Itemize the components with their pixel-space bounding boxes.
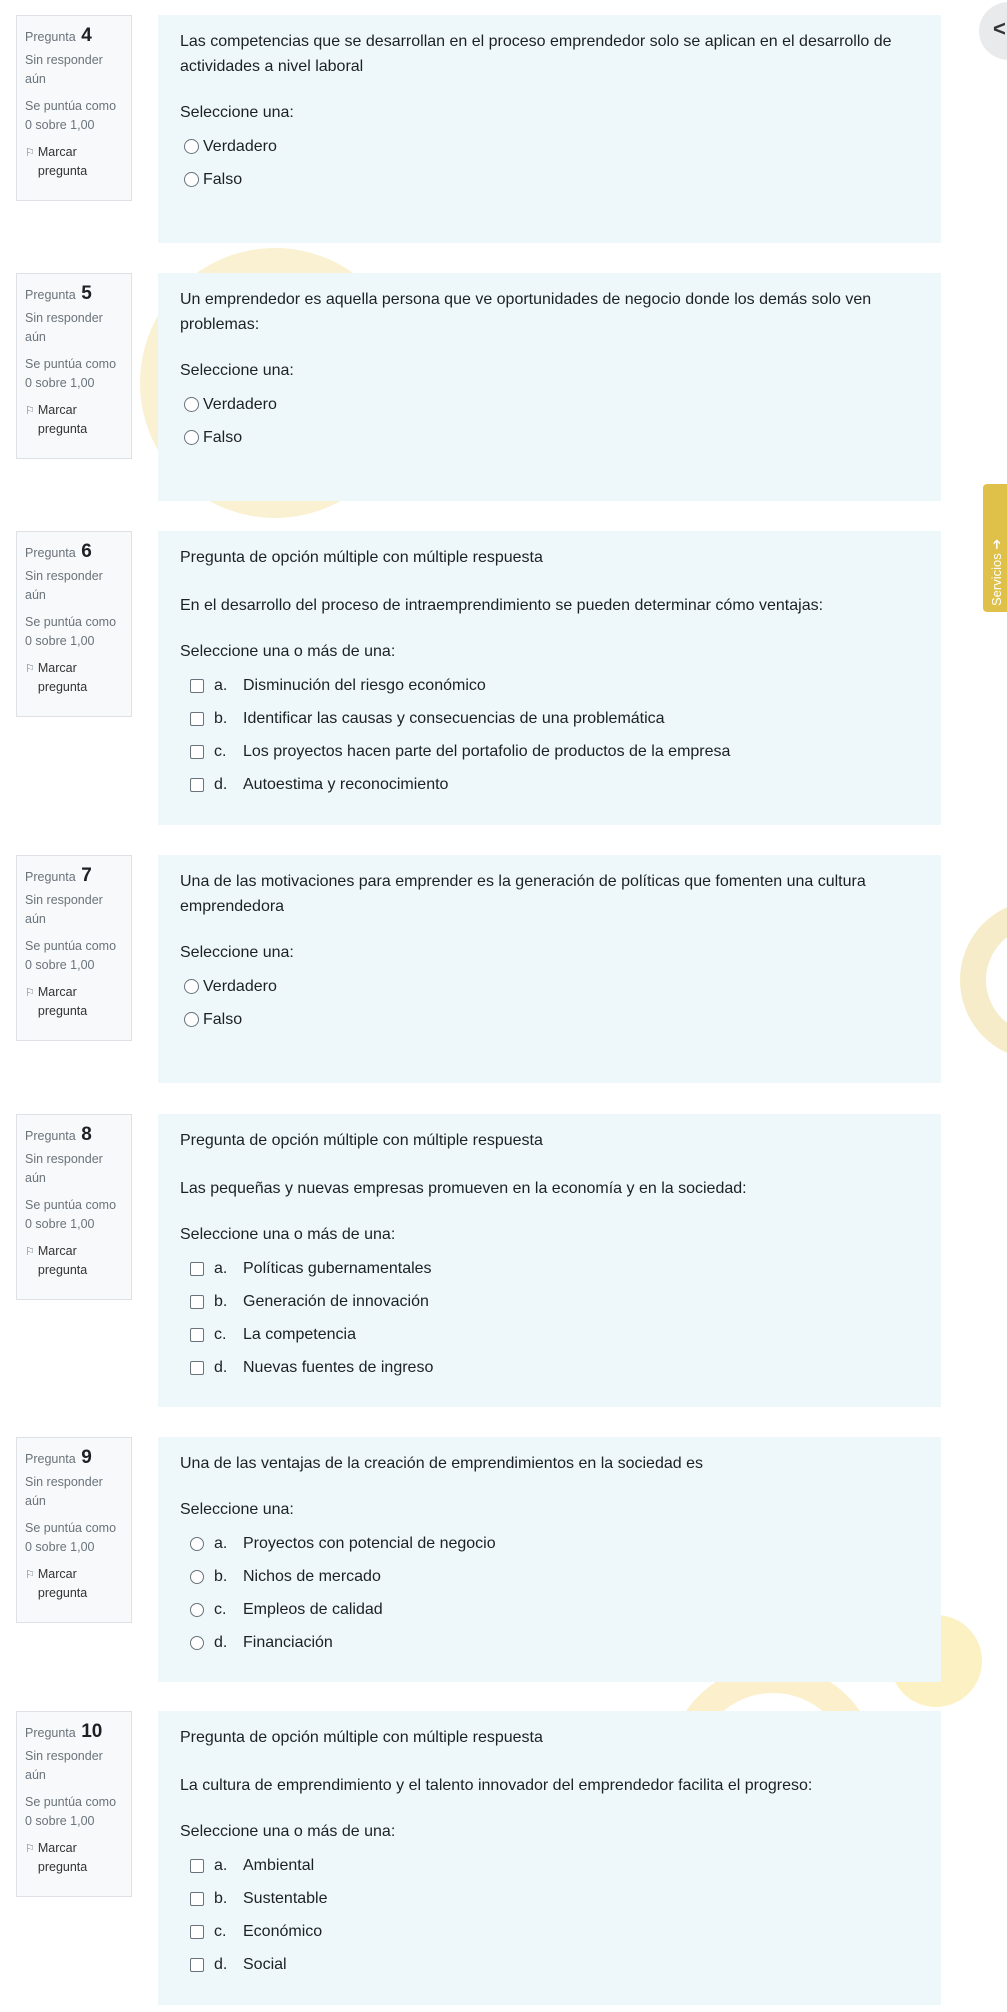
answer-prompt: Seleccione una o más de una: [180, 1226, 396, 1243]
chevron-left-icon: < [993, 16, 1006, 41]
flag-icon: ⚐ [25, 987, 35, 999]
question-grade: Se puntúa como 0 sobre 1,00 [25, 357, 117, 390]
answer-list [180, 1252, 919, 1384]
answer-option[interactable]: a. Disminución del riesgo económico [180, 669, 919, 702]
question-type-label: Pregunta de opción múltiple con múltiple respuesta [180, 1132, 543, 1149]
answer-option[interactable]: d. Nuevas fuentes de ingreso [180, 1351, 919, 1384]
answer-option[interactable]: b. Generación de innovación [180, 1285, 919, 1318]
answer-prompt: Seleccione una: [180, 944, 294, 961]
checkbox[interactable] [190, 1361, 204, 1375]
question-text: Una de las ventajas de la creación de emprendimientos en la sociedad es [180, 1455, 703, 1472]
answer-option[interactable]: Verdadero [180, 130, 919, 163]
checkbox[interactable] [190, 679, 204, 693]
question-info [16, 15, 132, 201]
answer-option[interactable]: Verdadero [180, 388, 919, 421]
radio-button[interactable] [190, 1537, 204, 1551]
checkbox[interactable] [190, 778, 204, 792]
checkbox[interactable] [190, 1958, 204, 1972]
question-info [16, 1711, 132, 1897]
question-info [16, 273, 132, 459]
question-grade: Se puntúa como 0 sobre 1,00 [25, 1521, 117, 1554]
question-status: Sin responder aún [25, 1475, 103, 1508]
question-content [158, 1711, 941, 2005]
flag-icon: ⚐ [25, 663, 35, 675]
question-number: Pregunta 5 [25, 283, 92, 304]
checkbox[interactable] [190, 1262, 204, 1276]
question-info [16, 1114, 132, 1300]
question-status: Sin responder aún [25, 311, 103, 344]
question-number: Pregunta 10 [25, 1721, 103, 1742]
radio-button[interactable] [184, 139, 199, 154]
answer-option[interactable]: Falso [180, 163, 919, 196]
flag-icon: ⚐ [25, 147, 35, 159]
radio-button[interactable] [184, 1012, 199, 1027]
question-info [16, 1437, 132, 1623]
checkbox[interactable] [190, 1295, 204, 1309]
question-content [158, 15, 941, 243]
question-status: Sin responder aún [25, 569, 103, 602]
question-info [16, 531, 132, 717]
answer-prompt: Seleccione una o más de una: [180, 643, 396, 660]
question-number: Pregunta 6 [25, 541, 92, 562]
flag-icon: ⚐ [25, 405, 35, 417]
answer-option[interactable]: c. Empleos de calidad [180, 1593, 919, 1626]
answer-option[interactable]: d. Social [180, 1948, 919, 1981]
radio-button[interactable] [190, 1636, 204, 1650]
flag-icon: ⚐ [25, 1843, 35, 1855]
answer-option[interactable]: Falso [180, 1003, 919, 1036]
flag-question-link[interactable]: ⚐ Marcar pregunta [25, 985, 88, 1018]
answer-prompt: Seleccione una: [180, 362, 294, 379]
answer-list [180, 388, 919, 454]
question-content [158, 855, 941, 1083]
checkbox[interactable] [190, 1925, 204, 1939]
question-text: Las competencias que se desarrollan en el proceso emprendedor solo se aplican en el desarrollo de actividades a nivel laboral [180, 33, 892, 75]
question-text: Las pequeñas y nuevas empresas promueven en la economía y en la sociedad: [180, 1180, 747, 1197]
answer-list [180, 669, 919, 801]
answer-prompt: Seleccione una: [180, 104, 294, 121]
answer-option[interactable]: d. Autoestima y reconocimiento [180, 768, 919, 801]
question-text: Una de las motivaciones para emprender es la generación de políticas que fomenten una cultura emprendedora [180, 873, 866, 915]
answer-list [180, 1527, 919, 1659]
question-info [16, 855, 132, 1041]
flag-question-link[interactable]: ⚐ Marcar pregunta [25, 1841, 88, 1874]
answer-option[interactable]: b. Nichos de mercado [180, 1560, 919, 1593]
checkbox[interactable] [190, 745, 204, 759]
answer-option[interactable]: a. Políticas gubernamentales [180, 1252, 919, 1285]
answer-list [180, 1849, 919, 1981]
question-number: Pregunta 9 [25, 1447, 92, 1468]
flag-question-link[interactable]: ⚐ Marcar pregunta [25, 403, 88, 436]
flag-icon: ⚐ [25, 1246, 35, 1258]
radio-button[interactable] [184, 430, 199, 445]
background-decoration-ring [960, 900, 1007, 1060]
question-content [158, 1114, 941, 1407]
checkbox[interactable] [190, 1892, 204, 1906]
question-text: La cultura de emprendimiento y el talento innovador del emprendedor facilita el progreso: [180, 1777, 813, 1794]
flag-question-link[interactable]: ⚐ Marcar pregunta [25, 145, 88, 178]
question-number: Pregunta 7 [25, 865, 92, 886]
answer-option[interactable]: a. Proyectos con potencial de negocio [180, 1527, 919, 1560]
question-type-label: Pregunta de opción múltiple con múltiple respuesta [180, 1729, 543, 1746]
radio-button[interactable] [184, 397, 199, 412]
question-status: Sin responder aún [25, 53, 103, 86]
answer-prompt: Seleccione una: [180, 1501, 294, 1518]
question-status: Sin responder aún [25, 1152, 103, 1185]
question-content [158, 531, 941, 825]
question-text: Un emprendedor es aquella persona que ve oportunidades de negocio donde los demás solo ven problemas: [180, 291, 872, 333]
answer-option[interactable]: b. Sustentable [180, 1882, 919, 1915]
question-grade: Se puntúa como 0 sobre 1,00 [25, 1198, 117, 1231]
question-grade: Se puntúa como 0 sobre 1,00 [25, 615, 117, 648]
answer-option[interactable]: Falso [180, 421, 919, 454]
question-grade: Se puntúa como 0 sobre 1,00 [25, 939, 117, 972]
flag-question-link[interactable]: ⚐ Marcar pregunta [25, 1244, 88, 1277]
answer-option[interactable]: c. Económico [180, 1915, 919, 1948]
question-number: Pregunta 8 [25, 1124, 92, 1145]
radio-button[interactable] [190, 1570, 204, 1584]
question-grade: Se puntúa como 0 sobre 1,00 [25, 1795, 117, 1828]
checkbox[interactable] [190, 712, 204, 726]
checkbox[interactable] [190, 1328, 204, 1342]
drawer-toggle-button[interactable] [979, 2, 1007, 60]
answer-list [180, 130, 919, 196]
answer-option[interactable]: Verdadero [180, 970, 919, 1003]
flag-question-link[interactable]: ⚐ Marcar pregunta [25, 661, 88, 694]
question-content [158, 273, 941, 501]
answer-option[interactable]: c. La competencia [180, 1318, 919, 1351]
flag-question-link[interactable]: ⚐ Marcar pregunta [25, 1567, 88, 1600]
answer-option[interactable]: c. Los proyectos hacen parte del portafolio de productos de la empresa [180, 735, 919, 768]
radio-button[interactable] [184, 979, 199, 994]
question-content [158, 1437, 941, 1682]
question-status: Sin responder aún [25, 893, 103, 926]
question-type-label: Pregunta de opción múltiple con múltiple respuesta [180, 549, 543, 566]
flag-icon: ⚐ [25, 1569, 35, 1581]
services-tab[interactable] [983, 484, 1007, 612]
radio-button[interactable] [184, 172, 199, 187]
answer-option[interactable]: b. Identificar las causas y consecuencias de una problemática [180, 702, 919, 735]
radio-button[interactable] [190, 1603, 204, 1617]
question-text: En el desarrollo del proceso de intraemprendimiento se pueden determinar cómo ventajas: [180, 597, 824, 614]
services-tab-label: Servicios ➔ [989, 538, 1004, 606]
question-number: Pregunta 4 [25, 25, 92, 46]
answer-option[interactable]: d. Financiación [180, 1626, 919, 1659]
question-grade: Se puntúa como 0 sobre 1,00 [25, 99, 117, 132]
checkbox[interactable] [190, 1859, 204, 1873]
question-status: Sin responder aún [25, 1749, 103, 1782]
answer-option[interactable]: a. Ambiental [180, 1849, 919, 1882]
answer-prompt: Seleccione una o más de una: [180, 1823, 396, 1840]
answer-list [180, 970, 919, 1036]
